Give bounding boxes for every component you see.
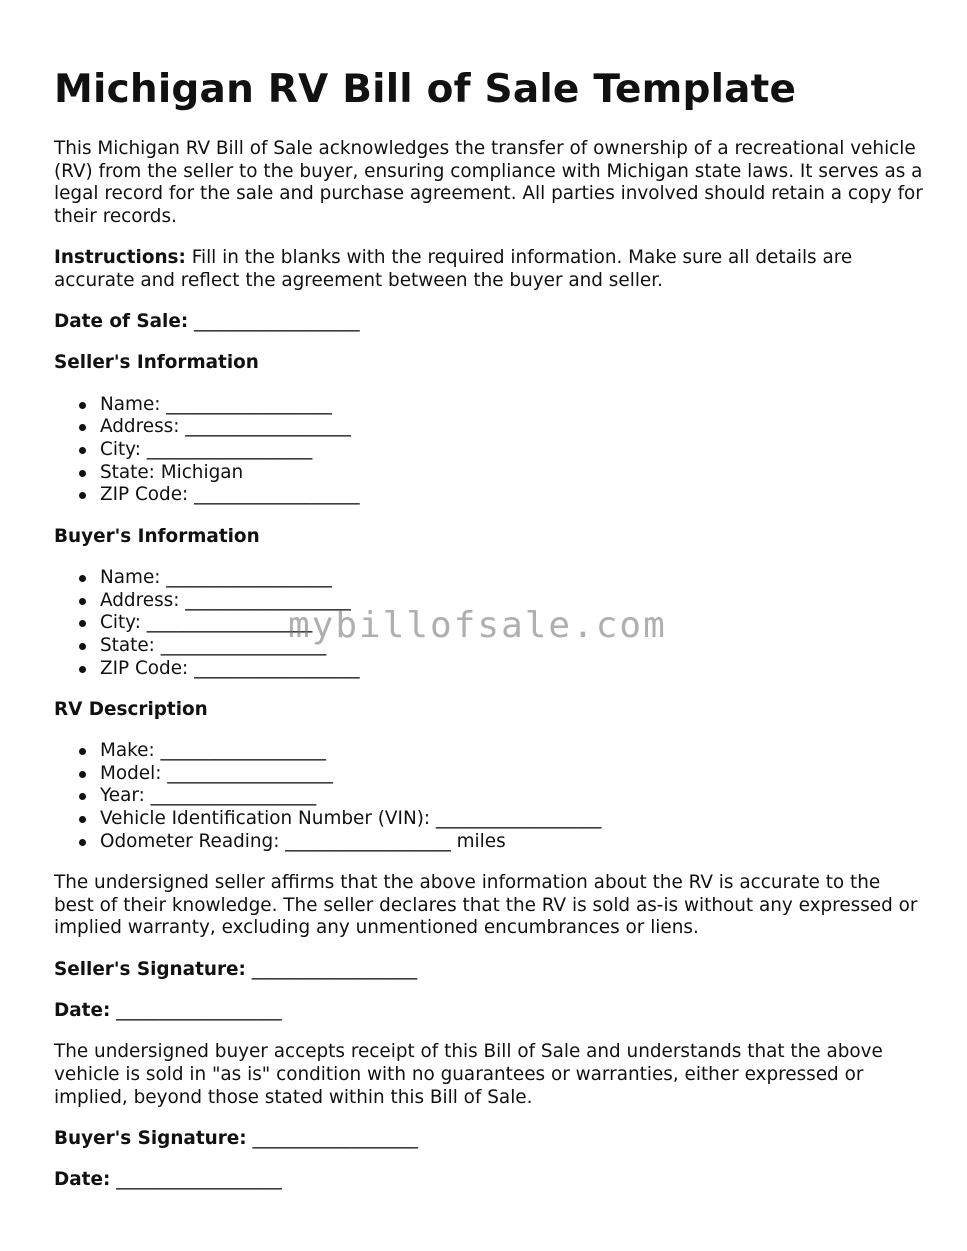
document-page <box>54 64 924 1210</box>
seller-zip-item: ZIP Code: __________________ <box>100 484 924 507</box>
rv-description-heading: RV Description <box>54 698 208 720</box>
seller-state-item: State: Michigan <box>100 462 924 485</box>
seller-city-item: City: __________________ <box>100 439 924 462</box>
buyer-info-list <box>54 567 924 681</box>
buyer-signature-blank: __________________ <box>246 1127 418 1149</box>
seller-signature-blank: __________________ <box>245 958 418 980</box>
rv-description-list <box>54 740 924 854</box>
date-of-sale-field <box>54 311 924 334</box>
seller-signature-field <box>54 959 924 982</box>
seller-signature-label: Seller's Signature: <box>54 958 246 980</box>
rv-odometer-item: Odometer Reading: __________________ miles <box>100 831 924 854</box>
rv-model-item: Model: __________________ <box>100 763 924 786</box>
buyer-state-item: State: __________________ <box>100 635 924 658</box>
buyer-acceptance-paragraph: The undersigned buyer accepts receipt of this Bill of Sale and understands that the above vehicle is sold in "as is" condition with no guarantees or warranties, either expressed or implied, beyond those stated within this Bill of Sale. <box>54 1041 883 1108</box>
buyer-signature-label: Buyer's Signature: <box>54 1127 247 1149</box>
seller-date-label: Date: <box>54 999 111 1021</box>
seller-info-heading: Seller's Information <box>54 352 259 374</box>
rv-year-item: Year: __________________ <box>100 785 924 808</box>
watermark: mybillofsale.com <box>288 605 667 646</box>
instructions-label: Instructions: <box>54 247 186 269</box>
intro-paragraph: This Michigan RV Bill of Sale acknowledges the transfer of ownership of a recreational vehicle (RV) from the seller to the buyer, ensuring compliance with Michigan state laws. It serves as a legal record for the sale and purchase agreement. All parties involved should retain a copy for their records. <box>54 138 923 228</box>
seller-name-item: Name: __________________ <box>100 394 924 417</box>
date-of-sale-blank: __________________ <box>188 311 360 333</box>
seller-date-field <box>54 1000 924 1023</box>
buyer-zip-item: ZIP Code: __________________ <box>100 658 924 681</box>
buyer-signature-field <box>54 1128 924 1151</box>
rv-vin-item: Vehicle Identification Number (VIN): __________________ <box>100 808 924 831</box>
instructions-paragraph <box>54 247 924 292</box>
seller-affirmation-paragraph: The undersigned seller affirms that the above information about the RV is accurate to the best of their knowledge. The seller declares that the RV is sold as-is without any expressed or implied warranty, excluding any unmentioned encumbrances or liens. <box>54 872 918 939</box>
buyer-date-label: Date: <box>54 1168 111 1190</box>
buyer-date-field <box>54 1169 924 1192</box>
document-title: Michigan RV Bill of Sale Template <box>54 67 797 112</box>
seller-date-blank: __________________ <box>110 999 282 1021</box>
rv-make-item: Make: __________________ <box>100 740 924 763</box>
buyer-info-heading: Buyer's Information <box>54 525 260 547</box>
buyer-date-blank: __________________ <box>110 1168 282 1190</box>
date-of-sale-label: Date of Sale: <box>54 311 189 333</box>
buyer-city-item: City: __________________ <box>100 612 924 635</box>
seller-info-list <box>54 394 924 508</box>
seller-address-item: Address: __________________ <box>100 416 924 439</box>
buyer-address-item: Address: __________________ <box>100 590 924 613</box>
instructions-text: Fill in the blanks with the required information. Make sure all details are accurate and reflect the agreement between the buyer and seller. <box>54 247 853 292</box>
buyer-name-item: Name: __________________ <box>100 567 924 590</box>
